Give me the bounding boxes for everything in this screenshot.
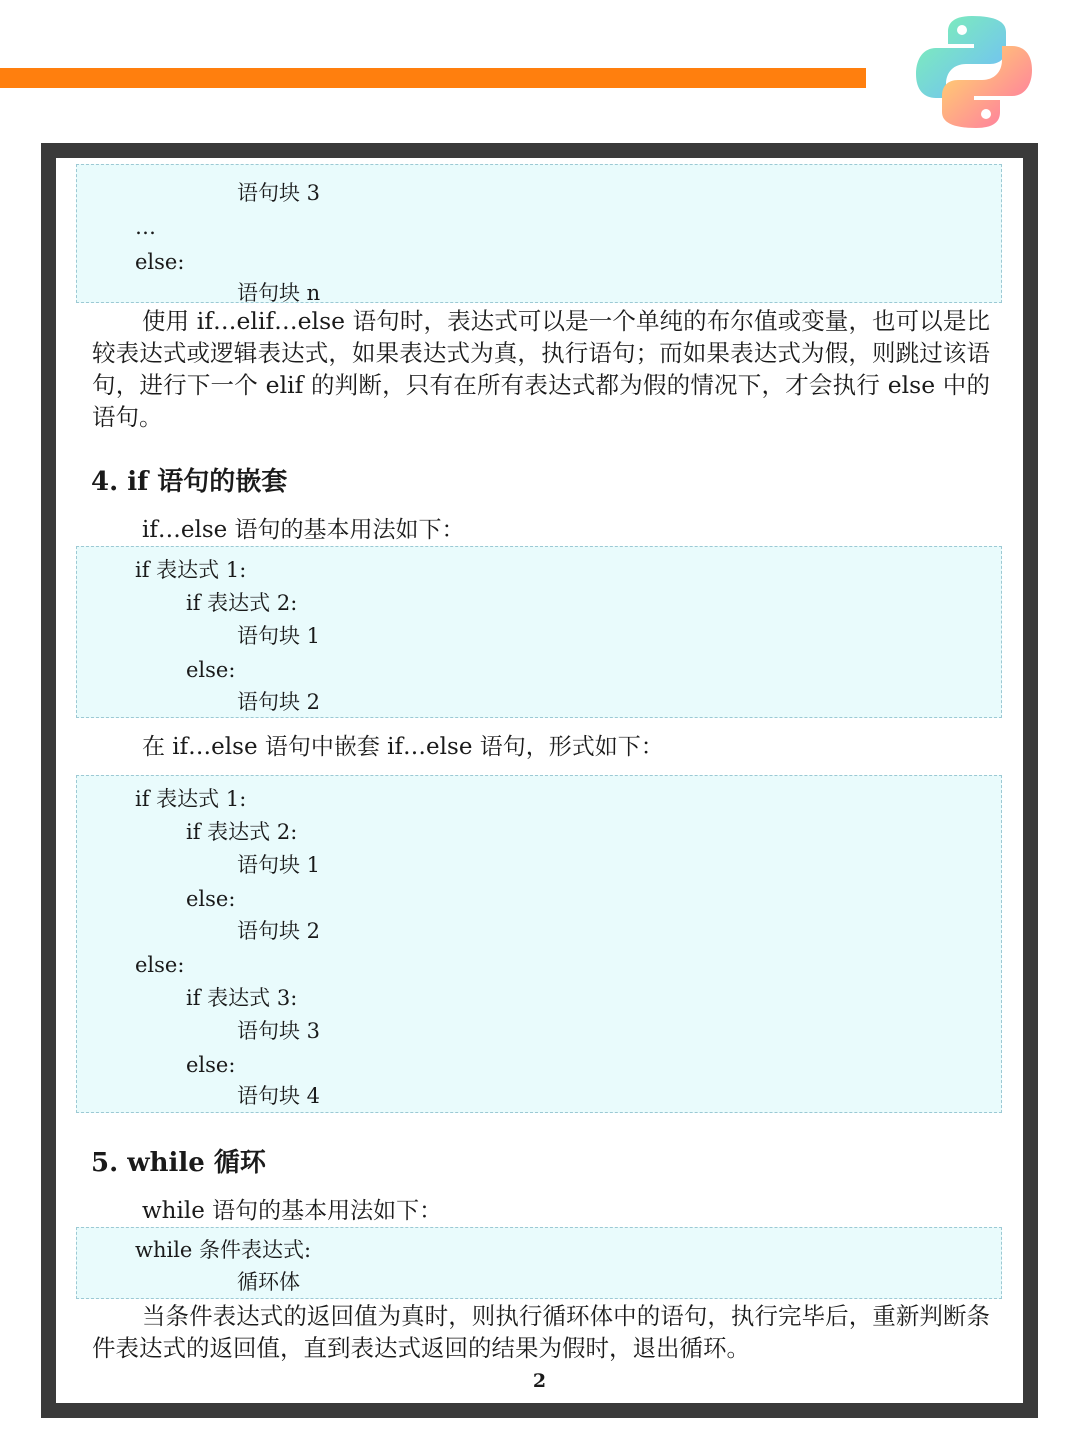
code-line: … [135,215,156,239]
code-line: if 表达式 2: [186,591,298,615]
section-intro: if…else 语句的基本用法如下： [142,517,465,543]
code-line: if 表达式 3: [186,986,298,1010]
document-page [56,158,1023,1403]
section-heading-if-nesting: 4. if 语句的嵌套 [91,467,288,497]
code-line: 语句块 3 [237,1019,321,1043]
code-line: 语句块 n [237,281,321,305]
code-line: 语句块 3 [237,181,321,205]
page-number: 2 [532,1370,547,1392]
section-heading-while: 5. while 循环 [91,1148,266,1178]
section-intro-nested: 在 if…else 语句中嵌套 if…else 语句，形式如下： [142,734,664,760]
code-block-nested-if-else [76,775,1002,1113]
code-line: while 条件表达式: [135,1238,312,1262]
paragraph-elif-explanation: 使用 if…elif…else 语句时，表达式可以是一个单纯的布尔值或变量，也可以是比较表达式或逻辑表达式，如果表达式为真，执行语句；而如果表达式为假，则跳过该语句，进行下一个 elif 的判断，只有在所有表达式都为假的情况下，才会执行 else 中的语句。 [92,307,990,431]
code-line: else: [135,953,185,977]
code-block-if-else [76,546,1002,718]
code-line: 语句块 2 [237,919,321,943]
code-line: 语句块 1 [237,853,321,877]
code-line: 语句块 4 [237,1084,321,1108]
code-line: 循环体 [237,1270,300,1294]
code-line: else: [186,887,236,911]
header-accent-bar [0,68,866,88]
paragraph-while-explanation: 当条件表达式的返回值为真时，则执行循环体中的语句，执行完毕后，重新判断条件表达式的返回值，直到表达式返回的结果为假时，退出循环。 [92,1302,990,1362]
section-intro-while: while 语句的基本用法如下： [142,1198,443,1224]
code-line: if 表达式 1: [135,558,247,582]
code-block-if-elif-else [76,164,1002,303]
code-line: else: [186,658,236,682]
python-logo-icon [914,12,1034,132]
code-line: if 表达式 1: [135,787,247,811]
code-line: else: [135,250,185,274]
code-line: if 表达式 2: [186,820,298,844]
code-line: 语句块 1 [237,624,321,648]
code-line: 语句块 2 [237,690,321,714]
code-block-while [76,1227,1002,1299]
code-line: else: [186,1053,236,1077]
